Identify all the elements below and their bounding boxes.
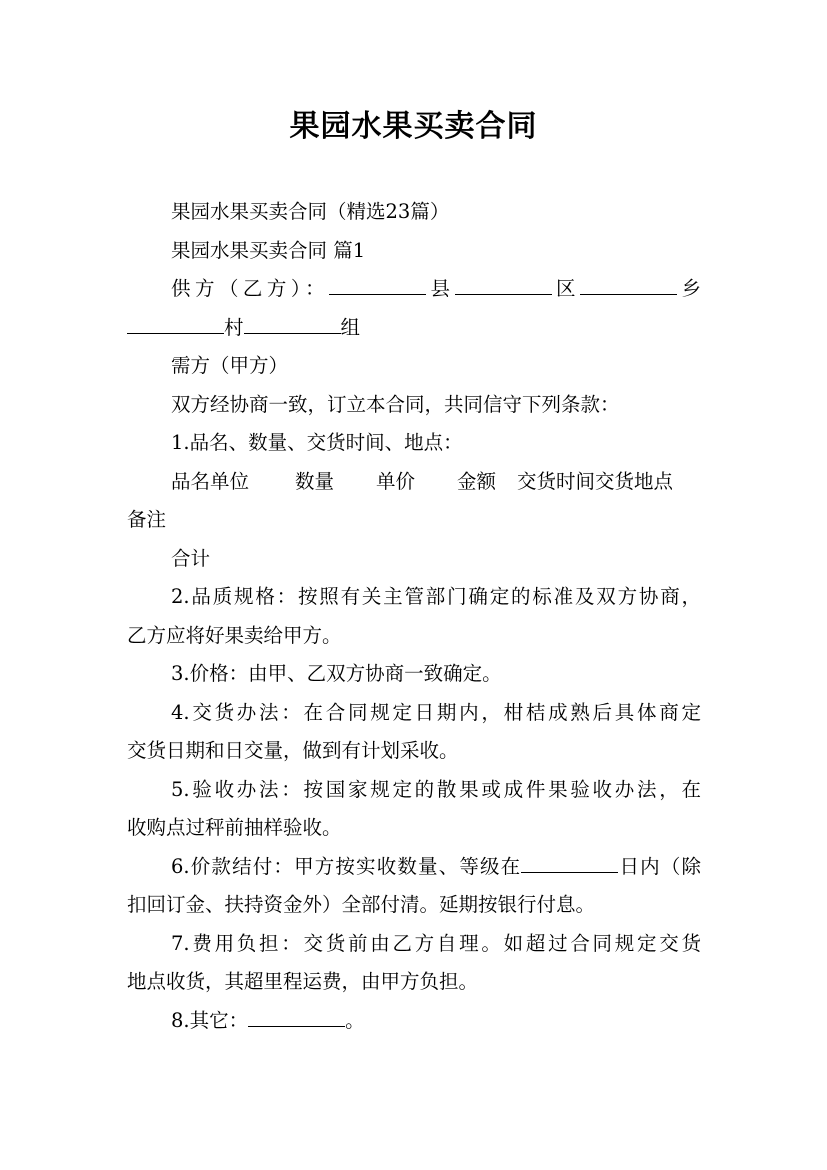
clause-6-text-before: 6.价款结付：甲方按实收数量、等级在 (171, 854, 522, 878)
table-header-remark: 备注 (127, 508, 167, 531)
village-label: 村 (224, 315, 244, 339)
clause-5-line-2: 收购点过秤前抽样验收。 (127, 816, 342, 839)
clause-7-line-2: 地点收货，其超里程运费，由甲方负担。 (127, 970, 479, 993)
clause-6-text-after: 日内（除 (618, 854, 701, 878)
clause-8-text-before: 8.其它： (171, 1008, 249, 1032)
clause-2-line-2: 乙方应将好果卖给甲方。 (127, 623, 342, 647)
clause-8 (127, 1002, 701, 1041)
clause-4-line-2: 交货日期和日交量，做到有计划采收。 (127, 739, 459, 762)
supplier-line-1 (127, 270, 701, 309)
group-label: 组 (340, 315, 361, 339)
table-header-row (127, 463, 701, 502)
county-label: 县 (426, 277, 455, 300)
header-quantity: 数量 (295, 469, 335, 493)
header-name-unit: 品名单位 (171, 469, 250, 493)
supplier-label: 供方（乙方）： (171, 277, 330, 300)
subtitle: 果园水果买卖合同（精选23篇） (171, 200, 450, 223)
clause-1: 1.品名、数量、交货时间、地点： (171, 431, 463, 454)
clause-3: 3.价格：由甲、乙双方协商一致确定。 (171, 662, 502, 685)
intro-text: 双方经协商一致，订立本合同，共同信守下列条款： (171, 392, 620, 416)
clause-2-line-1: 2.品质规格：按照有关主管部门确定的标准及双方协商， (171, 585, 701, 608)
document-body (127, 193, 701, 1040)
township-blank (580, 274, 677, 295)
document-title: 果园水果买卖合同 (289, 109, 538, 144)
clause-8-text-after: 。 (345, 1008, 365, 1032)
clause-5-line-1: 5.验收办法：按国家规定的散果或成件果验收办法，在 (171, 777, 701, 801)
article-heading: 果园水果买卖合同 篇1 (171, 238, 366, 262)
total-label: 合计 (171, 546, 211, 570)
village-blank (127, 312, 224, 333)
group-blank (244, 312, 341, 333)
supplier-line-2 (127, 309, 701, 348)
clause-6-line-2: 扣回订金、扶持资金外）全部付清。延期按银行付息。 (127, 893, 596, 916)
header-delivery: 交货时间交货地点 (517, 469, 674, 493)
buyer-label: 需方（甲方） (171, 354, 289, 377)
clause-7-line-1: 7.费用负担：交货前由乙方自理。如超过合同规定交货 (171, 931, 701, 955)
header-amount: 金额 (457, 469, 497, 493)
clause-4-line-1: 4.交货办法：在合同规定日期内，柑桔成熟后具体商定 (171, 700, 701, 724)
payment-days-blank (521, 851, 618, 872)
header-unit-price: 单价 (376, 469, 416, 493)
clause-6-line-1 (127, 848, 701, 887)
district-blank (455, 274, 552, 295)
other-blank (248, 1005, 345, 1026)
township-label: 乡 (676, 277, 701, 300)
district-label: 区 (551, 277, 580, 300)
county-blank (329, 274, 426, 295)
